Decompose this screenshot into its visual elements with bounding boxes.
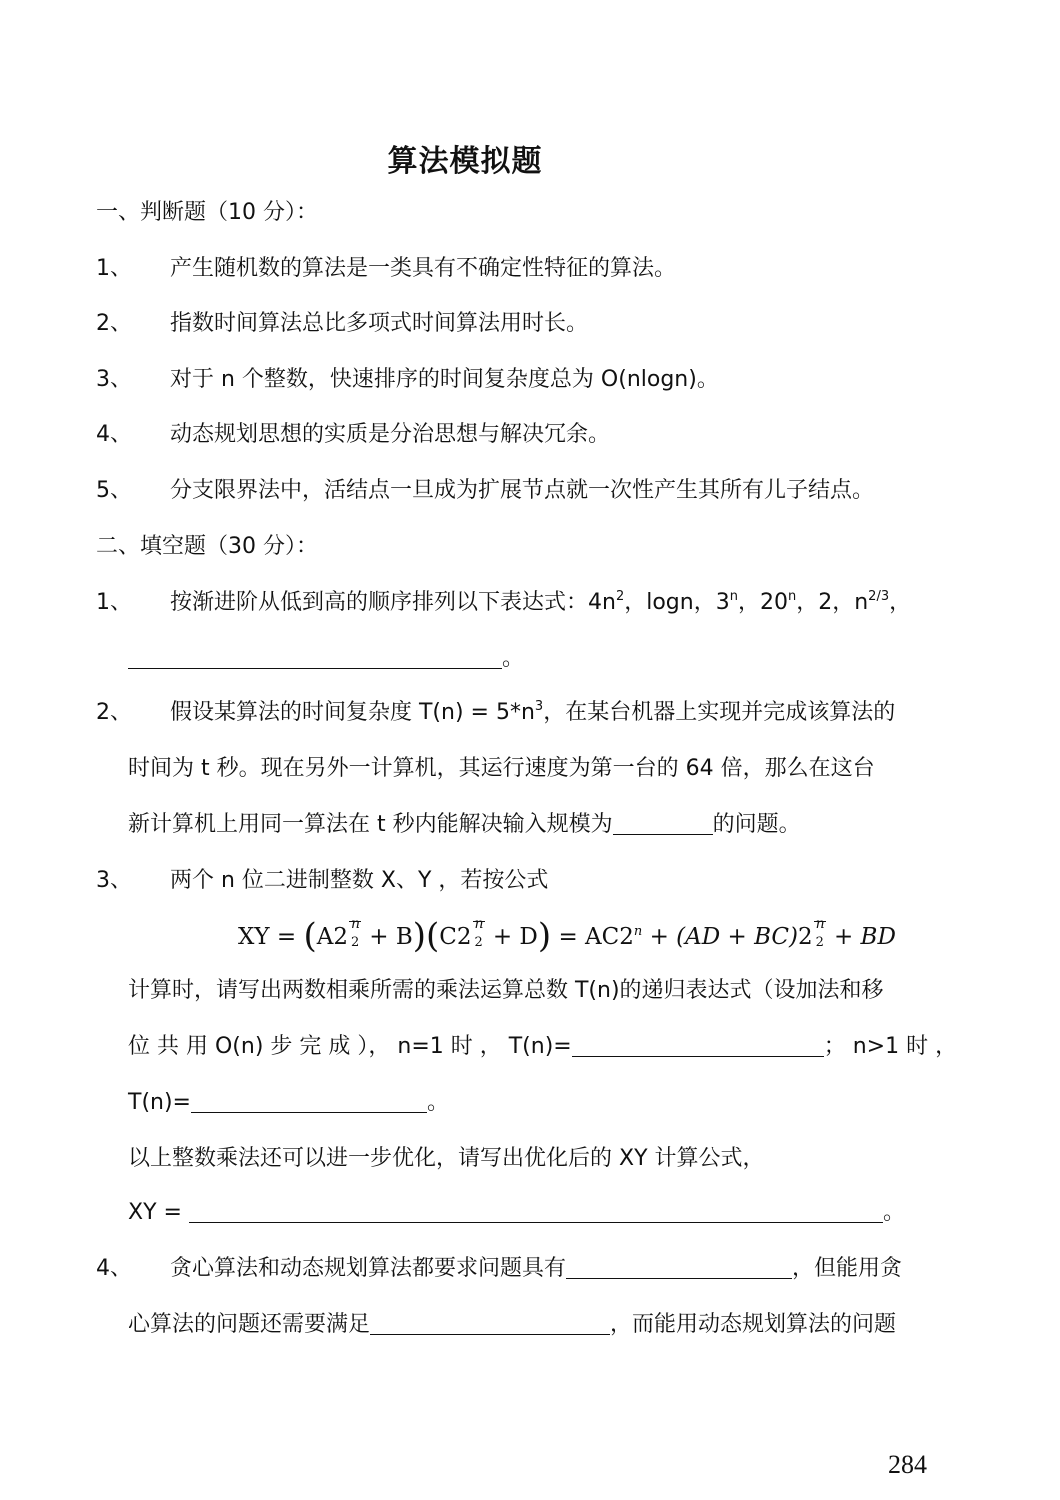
question-text-line: XY = 。 <box>128 1200 905 1225</box>
section2-heading: 二、填空题（30 分）： <box>96 534 318 559</box>
question-number: 2、 <box>96 700 132 725</box>
judge-item-number: 4、 <box>96 422 132 447</box>
answer-blank[interactable] <box>566 1256 792 1279</box>
answer-blank[interactable] <box>128 646 502 669</box>
answer-blank[interactable] <box>613 812 713 835</box>
judge-item-text: 产生随机数的算法是一类具有不确定性特征的算法。 <box>170 256 677 281</box>
question-text: 两个 n 位二进制整数 X、Y ，若按公式 <box>170 868 549 893</box>
question-number: 3、 <box>96 868 132 893</box>
answer-blank[interactable] <box>189 1200 883 1223</box>
judge-item-number: 1、 <box>96 256 132 281</box>
judge-item-text: 对于 n 个整数，快速排序的时间复杂度总为 O(nlogn)。 <box>170 367 719 392</box>
answer-blank[interactable] <box>191 1090 427 1113</box>
page-title: 算法模拟题 <box>387 144 543 179</box>
question-text: 贪心算法和动态规划算法都要求问题具有 ，但能用贪 <box>170 1256 903 1281</box>
fill-answer-line-1: 。 <box>128 644 524 674</box>
question-text-line: 以上整数乘法还可以进一步优化，请写出优化后的 XY 计算公式， <box>128 1146 765 1171</box>
answer-blank[interactable] <box>572 1034 824 1057</box>
question-text: 按渐进阶从低到高的顺序排列以下表达式：$4n^2$，logn，3$^n$，20$^n$，2，$n^{2/3}$， <box>170 589 912 615</box>
judge-item-text: 指数时间算法总比多项式时间算法用时长。 <box>170 311 589 336</box>
judge-item-number: 3、 <box>96 367 132 392</box>
multiplication-formula: XY = (A2 n 2 + B)(C2 n 2 + $D) = AC2^n + (AD + BC)2$ n 2 + BD <box>238 916 896 956</box>
question-text-line: 位 共 用 O(n) 步 完 成 ）， n=1 时 ， T(n)= ； n>1 时 ， <box>128 1034 958 1059</box>
judge-item-text: 分支限界法中，活结点一旦成为扩展节点就一次性产生其所有儿子结点。 <box>170 478 875 503</box>
question-number: 4、 <box>96 1256 132 1281</box>
question-number: 1、 <box>96 590 132 615</box>
section1-heading: 一、判断题（10 分）： <box>96 200 318 225</box>
question-text: 假设某算法的时间复杂度 $T(n) = 5*n^3$，在某台机器上实现并完成该算法的 <box>170 699 896 725</box>
question-text-line: 时间为 t 秒。现在另外一计算机，其运行速度为第一台的 64 倍，那么在这台 <box>128 756 875 781</box>
judge-item-number: 2、 <box>96 311 132 336</box>
question-text-line: 计算时，请写出两数相乘所需的乘法运算总数 T(n)的递归表达式（设加法和移 <box>128 978 884 1003</box>
answer-blank[interactable] <box>370 1312 610 1335</box>
judge-item-number: 5、 <box>96 478 132 503</box>
question-text-line: 心算法的问题还需要满足 ，而能用动态规划算法的问题 <box>128 1312 897 1337</box>
judge-item-text: 动态规划思想的实质是分治思想与解决冗余。 <box>170 422 611 447</box>
question-text-line: 新计算机上用同一算法在 t 秒内能解决输入规模为 的问题。 <box>128 812 801 837</box>
question-text-line: T(n)= 。 <box>128 1090 449 1115</box>
page-number: 284 <box>888 1450 927 1479</box>
